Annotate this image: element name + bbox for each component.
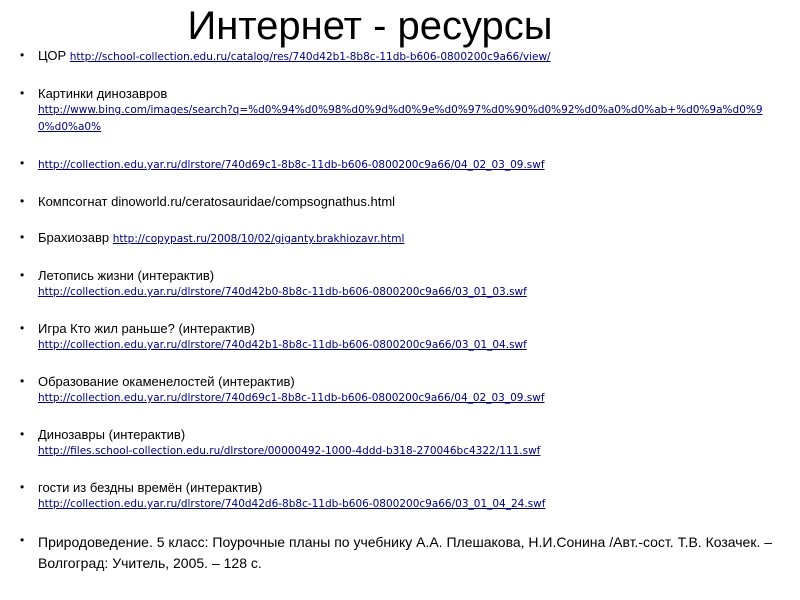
item-label: Брахиозавр xyxy=(38,230,113,245)
list-item-tsor xyxy=(14,47,790,66)
list-item-chronicle-of-life xyxy=(14,267,790,301)
bullet-dot-icon: • xyxy=(20,48,25,62)
item-label: Картинки динозавров xyxy=(38,86,168,101)
list-item-fossil-formation xyxy=(14,373,790,407)
resource-link[interactable]: http://collection.edu.yar.ru/dlrstore/740d42d6-8b8c-11db-b606-0800200c9a66/03_01_04_24.swf xyxy=(38,498,546,510)
item-label: Компсогнат dinoworld.ru/ceratosauridae/compsognathus.html xyxy=(38,194,396,209)
bullet-dot-icon: • xyxy=(20,321,25,335)
item-label: Летопись жизни (интерактив) xyxy=(38,268,215,283)
item-label: Динозавры (интерактив) xyxy=(38,427,186,442)
list-item-compsognathus xyxy=(14,193,790,210)
bullet-dot-icon: • xyxy=(20,230,25,244)
item-label: Игра Кто жил раньше? (интерактив) xyxy=(38,321,256,336)
resource-link[interactable]: http://collection.edu.yar.ru/dlrstore/740d42b1-8b8c-11db-b606-0800200c9a66/03_01_04.swf xyxy=(38,339,527,351)
list-item-who-lived-earlier xyxy=(14,320,790,354)
resource-link[interactable]: http://collection.edu.yar.ru/dlrstore/740d69c1-8b8c-11db-b606-0800200c9a66/04_02_03_09.swf xyxy=(38,159,545,171)
bullet-dot-icon: • xyxy=(20,194,25,208)
list-item-brachiosaurus xyxy=(14,229,790,248)
resource-list xyxy=(14,47,790,593)
bullet-dot-icon: • xyxy=(20,427,25,441)
list-item-dino-pictures xyxy=(14,85,790,136)
item-label: гости из бездны времён (интерактив) xyxy=(38,480,263,495)
bullet-dot-icon: • xyxy=(20,533,25,547)
bullet-dot-icon: • xyxy=(20,480,25,494)
resource-link[interactable]: http://files.school-collection.edu.ru/dlrstore/00000492-1000-4ddd-b318-270046bc4322/111.swf xyxy=(38,445,541,457)
bullet-dot-icon: • xyxy=(20,86,25,100)
resource-link[interactable]: http://collection.edu.yar.ru/dlrstore/740d69c1-8b8c-11db-b606-0800200c9a66/04_02_03_09.swf xyxy=(38,392,545,404)
bullet-dot-icon: • xyxy=(20,268,25,282)
resource-link[interactable]: http://school-collection.edu.ru/catalog/res/740d42b1-8b8c-11db-b606-0800200c9a66/view/ xyxy=(69,51,551,63)
item-label: Образование окаменелостей (интерактив) xyxy=(38,374,295,389)
resource-link[interactable]: http://www.bing.com/images/search?q=%d0%94%d0%98%d0%9d%d0%9e%d0%97%d0%90%d0%92%d0%a0%d0%ab+%d0%9a%d0%90%d0%a0% xyxy=(38,104,763,133)
item-label: Природоведение. 5 класс: Поурочные планы по учебнику А.А. Плешакова, Н.И.Сонина /Авт.-сост. Т.В. Козачек. – Волгоград: Учитель, 2005. – 128 с. xyxy=(38,534,773,571)
list-item-dinosaurs xyxy=(14,426,790,460)
item-label: ЦОР xyxy=(38,48,70,63)
list-item-textbook-reference xyxy=(14,532,790,574)
resource-link[interactable]: http://collection.edu.yar.ru/dlrstore/740d42b0-8b8c-11db-b606-0800200c9a66/03_01_03.swf xyxy=(38,286,527,298)
list-item-guests-from-abyss xyxy=(14,479,790,513)
list-item-bare-link xyxy=(14,155,790,174)
bullet-dot-icon: • xyxy=(20,374,25,388)
resource-link[interactable]: http://copypast.ru/2008/10/02/giganty.brakhiozavr.html xyxy=(112,233,405,245)
bullet-dot-icon: • xyxy=(20,156,25,170)
slide-title: Интернет - ресурсы xyxy=(187,4,553,48)
